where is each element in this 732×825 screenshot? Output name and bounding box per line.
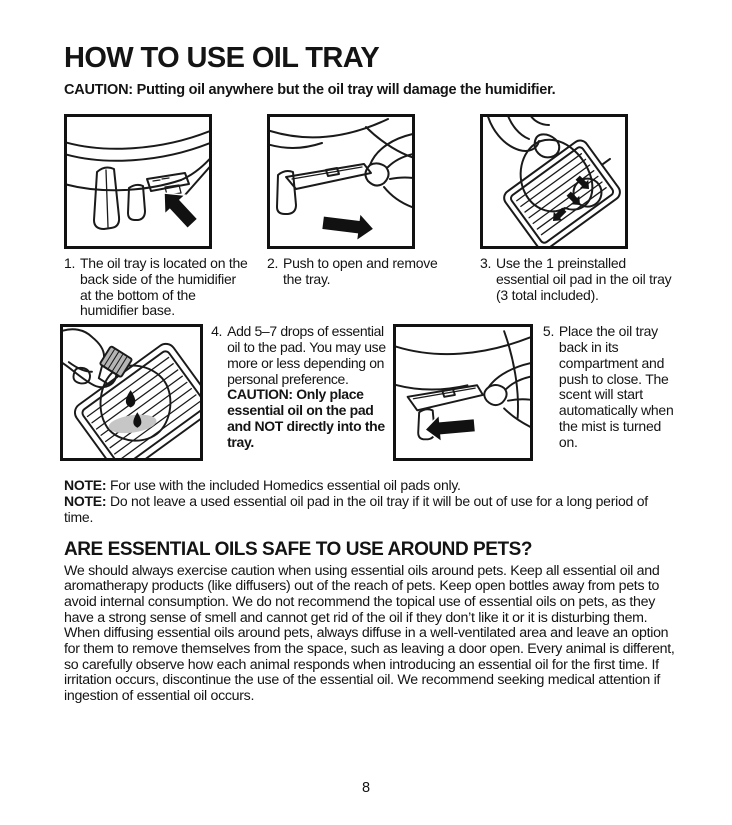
note-1-label: NOTE: xyxy=(64,477,107,494)
step-1-number: 1. xyxy=(64,255,76,271)
step-1-text xyxy=(64,256,267,319)
step-3-body: Use the 1 preinstalled essential oil pad in the oil tray (3 total included). xyxy=(496,255,672,303)
step-4-body-plain: Add 5–7 drops of essential oil to the pad. You may use more or less depending on personal preference. xyxy=(227,323,386,387)
hand-closing-tray-icon xyxy=(396,327,530,458)
note-1-text: For use with the included Homedics essential oil pads only. xyxy=(109,477,461,494)
step-4-body xyxy=(227,324,389,461)
step-4-text xyxy=(211,324,389,461)
page-title: HOW TO USE OIL TRAY xyxy=(64,42,380,74)
step-5-body: Place the oil tray back in its compartment and push to close. The scent will start automatically when the mist is turned on. xyxy=(558,323,674,450)
caution-text: CAUTION: Putting oil anywhere but the oil tray will damage the humidifier. xyxy=(64,82,556,98)
step-4-body-caution: CAUTION: Only place essential oil on the pad and NOT directly into the tray. xyxy=(227,386,385,450)
hand-removing-tray-icon xyxy=(270,117,412,246)
tray-insertion-illustration xyxy=(393,324,533,461)
step-2-text xyxy=(267,256,480,288)
tray-location-illustration xyxy=(64,114,212,249)
hand-placing-pad-icon xyxy=(483,117,625,246)
note-1 xyxy=(64,478,680,494)
steps-row-1 xyxy=(64,114,680,319)
step-2-panel xyxy=(267,114,480,319)
step-1-body: The oil tray is located on the back side of the humidifier at the bottom of the humidifier base. xyxy=(80,255,248,319)
steps-row-2 xyxy=(60,324,680,461)
oil-drops-illustration xyxy=(60,324,203,461)
notes-section xyxy=(64,478,680,525)
oil-bottle-dripping-icon xyxy=(63,327,200,458)
step-1-panel xyxy=(64,114,267,319)
step-4-number: 4. xyxy=(211,323,223,340)
note-2-label: NOTE: xyxy=(64,492,107,509)
oil-pad-illustration xyxy=(480,114,628,249)
pets-section-body: We should always exercise caution when using essential oils around pets. Keep all essential oil and aromatherapy products (like diffusers) out of the reach of pets. Keep open bottles away from pets to avoid internal consumption. We do not recommend the topical use of essential oils on pets, as they have a strong sense of smell and cannot get rid of the oil if they don’t like it or it is disturbing them. When diffusing essential oils around pets, always diffuse in a well-ventilated area and leave an option for them to remove themselves from the space, such as leaving a door open. Every animal is different, so carefully observe how each animal responds when introducing an essential oil for the first time. If irritation occurs, discontinue the use of the essential oil. We recommend seeking medical attention if ingestion of essential oil occurs. xyxy=(64,562,675,705)
step-3-panel xyxy=(480,114,680,319)
pets-section-heading: ARE ESSENTIAL OILS SAFE TO USE AROUND PETS? xyxy=(64,538,533,560)
step-5-number: 5. xyxy=(542,323,555,340)
step-2-number: 2. xyxy=(267,255,279,271)
note-2 xyxy=(64,494,680,526)
page-number: 8 xyxy=(361,780,371,796)
humidifier-base-icon xyxy=(67,117,209,246)
tray-removal-illustration xyxy=(267,114,415,249)
step-3-number: 3. xyxy=(480,255,492,271)
note-2-text: Do not leave a used essential oil pad in the oil tray if it will be out of use for a long period of time. xyxy=(64,492,648,525)
step-2-body: Push to open and remove the tray. xyxy=(283,255,438,287)
step-5-text xyxy=(543,324,680,461)
step-3-text xyxy=(480,256,680,303)
